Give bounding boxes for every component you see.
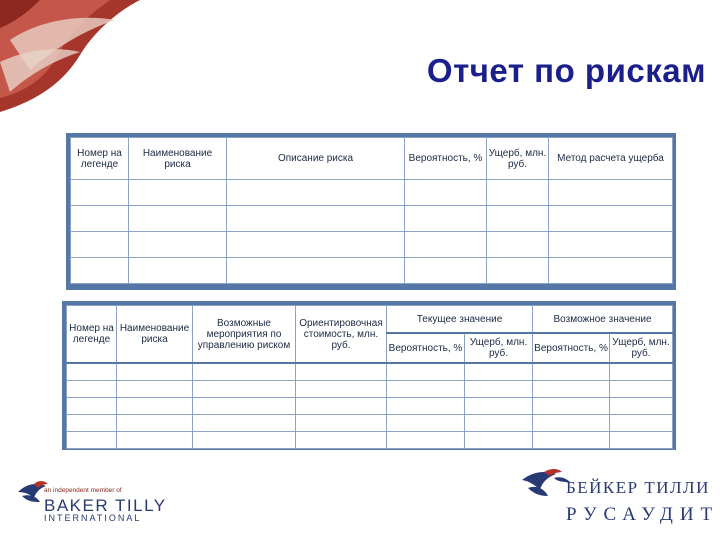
col-header-estimated-cost: Ориентировочная стоимость, млн. руб. (296, 306, 387, 364)
table-cell (387, 415, 465, 432)
table-cell (227, 232, 405, 258)
table-cell (610, 415, 673, 432)
col-header-probability: Вероятность, % (405, 138, 487, 180)
col-header-measures: Возможные мероприятия по управлению риском (193, 306, 296, 364)
col-header-current-damage: Ущерб, млн. руб. (465, 333, 533, 363)
table-cell (610, 432, 673, 449)
table-cell (405, 180, 487, 206)
table-cell (549, 258, 673, 284)
table-row (71, 180, 673, 206)
table-cell (465, 398, 533, 415)
table-row (71, 232, 673, 258)
table-cell (117, 363, 193, 381)
logo-name: BAKER TILLY (44, 496, 167, 515)
table-cell (533, 398, 610, 415)
table-cell (129, 206, 227, 232)
table-cell (533, 363, 610, 381)
col-header-risk-name: Наименование риска (129, 138, 227, 180)
table-row (71, 206, 673, 232)
table-cell (487, 232, 549, 258)
col-header-current-value: Текущее значение (387, 306, 533, 334)
table-cell (465, 363, 533, 381)
table-cell (227, 206, 405, 232)
table-cell (117, 398, 193, 415)
col-header-current-probability: Вероятность, % (387, 333, 465, 363)
table-cell (610, 381, 673, 398)
logo-name-ru: БЕЙКЕР ТИЛЛИ (566, 478, 710, 497)
table-row (67, 432, 673, 449)
table-cell (71, 232, 129, 258)
table-cell (533, 381, 610, 398)
table-cell (549, 180, 673, 206)
table-cell (71, 206, 129, 232)
table-cell (117, 381, 193, 398)
col-header-possible-damage: Ущерб, млн. руб. (610, 333, 673, 363)
col-header-damage-method: Метод расчета ущерба (549, 138, 673, 180)
table-cell (387, 398, 465, 415)
table-cell (465, 415, 533, 432)
table-cell (193, 381, 296, 398)
table-cell (129, 258, 227, 284)
table-cell (533, 432, 610, 449)
table-cell (549, 232, 673, 258)
table-cell (117, 432, 193, 449)
table-cell (533, 415, 610, 432)
table-cell (71, 258, 129, 284)
table-cell (193, 415, 296, 432)
table-cell (296, 381, 387, 398)
table-cell (387, 381, 465, 398)
logo-subtitle-ru: РУСАУДИТ (566, 504, 720, 525)
table-cell (117, 415, 193, 432)
table-cell (487, 258, 549, 284)
table-cell (67, 363, 117, 381)
table-cell (67, 381, 117, 398)
risk-report-table (66, 133, 676, 290)
page-title: Отчет по рискам (426, 52, 706, 89)
table-row (67, 381, 673, 398)
table-row (71, 258, 673, 284)
col-header-risk-name: Наименование риска (117, 306, 193, 364)
table-cell (610, 363, 673, 381)
table-cell (387, 432, 465, 449)
col-header-legend-no: Номер на легенде (67, 306, 117, 364)
col-header-possible-value: Возможное значение (533, 306, 673, 334)
table-cell (67, 432, 117, 449)
table-row (67, 398, 673, 415)
table-cell (129, 232, 227, 258)
table-cell (193, 398, 296, 415)
decorative-corner (0, 0, 140, 120)
col-header-legend-no: Номер на легенде (71, 138, 129, 180)
table-cell (405, 258, 487, 284)
table-cell (387, 363, 465, 381)
table-cell (296, 432, 387, 449)
table-cell (487, 206, 549, 232)
table-cell (610, 398, 673, 415)
table-cell (465, 432, 533, 449)
table-cell (67, 398, 117, 415)
logo-subtitle: INTERNATIONAL (44, 513, 142, 523)
table-cell (296, 363, 387, 381)
table-cell (405, 206, 487, 232)
table-cell (487, 180, 549, 206)
risk-measures-table (62, 301, 676, 450)
table-cell (71, 180, 129, 206)
table-cell (296, 398, 387, 415)
table-cell (549, 206, 673, 232)
col-header-possible-probability: Вероятность, % (533, 333, 610, 363)
table-cell (227, 258, 405, 284)
table-cell (193, 363, 296, 381)
table-cell (67, 415, 117, 432)
logo-tagline: an independent member of (44, 487, 122, 494)
table-cell (296, 415, 387, 432)
table-cell (129, 180, 227, 206)
col-header-risk-description: Описание риска (227, 138, 405, 180)
table-cell (465, 381, 533, 398)
table-cell (227, 180, 405, 206)
table-cell (193, 432, 296, 449)
table-cell (405, 232, 487, 258)
col-header-damage: Ущерб, млн. руб. (487, 138, 549, 180)
table-row (67, 415, 673, 432)
table-row (67, 363, 673, 381)
